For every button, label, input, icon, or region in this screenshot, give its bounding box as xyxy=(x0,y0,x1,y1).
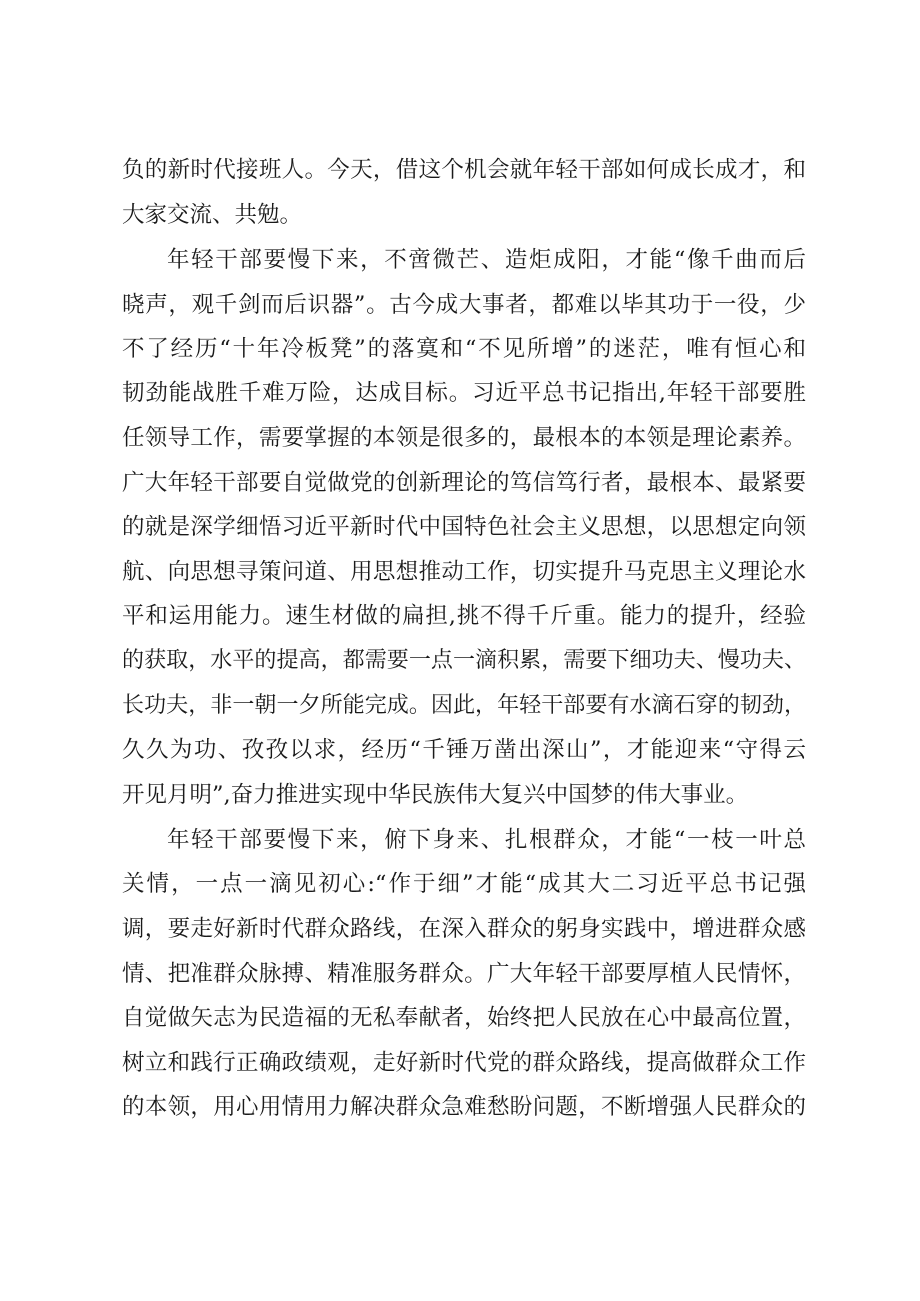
text-line: 的就是深学细悟习近平新时代中国特色社会主义思想，以思想定向领 xyxy=(122,514,806,540)
text-line: 晓声，观千剑而后识器”。古今成大事者，都难以毕其功于一役，少 xyxy=(122,292,806,318)
text-line: 不了经历“十年冷板凳”的落寞和“不见所增”的迷茫，唯有恒心和 xyxy=(122,336,806,362)
text-line: 平和运用能力。速生材做的扁担,挑不得千斤重。能力的提升，经验 xyxy=(122,603,806,629)
paragraph-first-line: 年轻干部要慢下来，俯下身来、扎根群众，才能“一枝一叶总 xyxy=(167,827,806,853)
text-line: 调，要走好新时代群众路线，在深入群众的躬身实践中，增进群众感 xyxy=(122,916,806,942)
text-line: 负的新时代接班人。今天，借这个机会就年轻干部如何成长成才，和 xyxy=(122,157,806,183)
text-line: 航、向思想寻策问道、用思想推动工作，切实提升马克思主义理论水 xyxy=(122,559,806,585)
text-line: 久久为功、孜孜以求，经历“千锤万凿出深山”，才能迎来“守得云 xyxy=(122,737,806,763)
text-line: 广大年轻干部要自觉做党的创新理论的笃信笃行者，最根本、最紧要 xyxy=(122,470,806,496)
text-line: 的获取，水平的提高，都需要一点一滴积累，需要下细功夫、慢功夫、 xyxy=(122,648,806,673)
paragraph-first-line: 年轻干部要慢下来，不啻微芒、造炬成阳，才能“像千曲而后 xyxy=(167,247,806,273)
text-line: 长功夫，非一朝一夕所能完成。因此，年轻干部要有水滴石穿的韧劲， xyxy=(122,693,806,718)
text-line: 关情，一点一滴见初心:“作于细”才能“成其大二习近平总书记强 xyxy=(122,871,806,897)
text-line: 开见月明”,奋力推进实现中华民族伟大复兴中国梦的伟大事业。 xyxy=(122,782,749,808)
text-line: 情、把准群众脉搏、精准服务群众。广大年轻干部要厚植人民情怀， xyxy=(122,961,806,987)
text-line: 自觉做矢志为民造福的无私奉献者，始终把人民放在心中最高位置， xyxy=(122,1005,806,1031)
text-line: 树立和践行正确政绩观，走好新时代党的群众路线，提高做群众工作 xyxy=(122,1050,806,1076)
text-line: 的本领，用心用情用力解决群众急难愁盼问题，不断增强人民群众的 xyxy=(122,1094,806,1120)
text-line: 大家交流、共勉。 xyxy=(122,202,303,228)
text-line: 韧劲能战胜千难万险，达成目标。习近平总书记指出,年轻干部要胜 xyxy=(122,380,806,406)
text-line: 任领导工作，需要掌握的本领是很多的，最根本的本领是理论素养。 xyxy=(122,425,806,451)
